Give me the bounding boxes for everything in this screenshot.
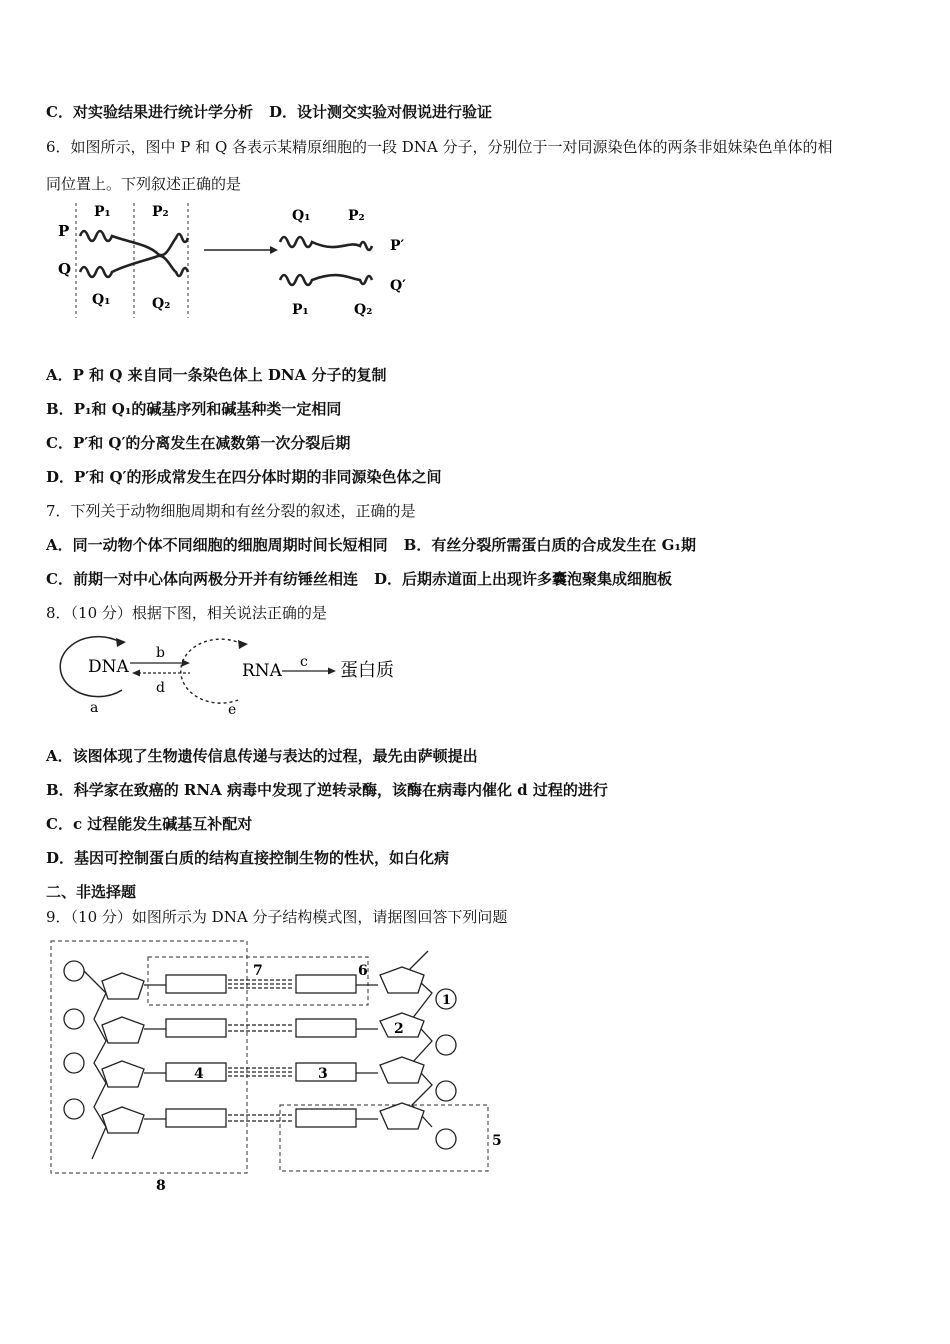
q6-label-q2: Q₂ (152, 296, 171, 312)
q6-option-d-text: P′和 Q′的形成常发生在四分体时期的非同源染色体之间 (74, 468, 442, 486)
q9-hydrogen-bonds (228, 980, 294, 1121)
q8-arrow-d-head (132, 670, 140, 677)
q9-left-phosphate-1 (64, 961, 84, 981)
q8-option-d-label: D． (46, 849, 75, 867)
q5-options-cd (46, 102, 492, 122)
section2-title: 二、非选择题 (46, 883, 137, 901)
q9-right-sugar-3 (380, 1057, 424, 1083)
q9-right-base-2 (296, 1019, 356, 1037)
q6-label-q: Q (58, 260, 72, 278)
q6-label-p: P (58, 222, 70, 240)
q8-option-d-text: 基因可控制蛋白质的结构直接控制生物的性状，如白化病 (74, 849, 450, 867)
q7-option-c-text: 前期一对中心体向两极分开并有纺锤丝相连 (72, 570, 358, 588)
q9-left-base-1 (166, 975, 226, 993)
q8-label-e: e (228, 702, 237, 718)
q6-option-a-label: A． (46, 366, 73, 384)
q8-option-d (46, 848, 449, 868)
q6-option-d (46, 467, 442, 487)
q9-left-sugar-1 (102, 973, 144, 999)
q6-right-label-q2: Q₂ (354, 302, 373, 318)
q6-right-label-pprime: P′ (390, 238, 405, 254)
q9-label-6: 6 (358, 963, 368, 979)
q6-label-p2: P₂ (152, 204, 169, 220)
q9-left-phosphate-4 (64, 1099, 84, 1119)
q9-right-phosphate-3 (436, 1081, 456, 1101)
q9-label-7: 7 (253, 963, 263, 979)
q7-option-d-label: D． (373, 570, 402, 588)
q6-option-b-label: B． (46, 400, 74, 418)
q6-right-label-p2: P₂ (348, 208, 365, 224)
q9-label-2: 2 (394, 1021, 404, 1037)
q7-options-cd (46, 569, 672, 589)
q8-loop-a-head (116, 638, 126, 647)
q8-loop-e (181, 639, 242, 703)
q5-option-d-label: D． (268, 103, 297, 121)
q7-option-d-text: 后期赤道面上出现许多囊泡聚集成细胞板 (401, 570, 672, 588)
q8-label-rna: RNA (242, 661, 282, 681)
q6-stem-line2: 同位置上。下列叙述正确的是 (46, 175, 242, 193)
q6-right-upper-strand (280, 237, 372, 250)
q8-option-c (46, 814, 252, 834)
q6-crossover-figure (48, 198, 428, 326)
q9-label-8: 8 (156, 1178, 166, 1194)
q8-option-b-label: B． (46, 781, 74, 799)
q8-central-dogma-figure (48, 630, 408, 720)
q6-right-label-p1: P₁ (292, 302, 309, 318)
q6-label-p1: P₁ (94, 204, 111, 220)
q8-option-a (46, 746, 478, 766)
q7-option-b-text: 有丝分裂所需蛋白质的合成发生在 G₁期 (431, 536, 696, 554)
q8-label-dna: DNA (88, 657, 129, 677)
q9-dna-structure-figure (48, 937, 508, 1197)
q9-left-sugar-3 (102, 1061, 144, 1087)
q6-option-b (46, 399, 341, 419)
q6-option-c-text: P′和 Q′的分离发生在减数第一次分裂后期 (72, 434, 351, 452)
q9-label-5: 5 (492, 1133, 502, 1149)
q9-right-base-1 (296, 975, 356, 993)
q9-left-sugar-2 (102, 1017, 144, 1043)
q9-left-base-5 (166, 1109, 226, 1127)
q8-label-protein: 蛋白质 (340, 660, 394, 681)
q9-right-sugar-4 (380, 1103, 424, 1129)
q8-loop-e-head (238, 640, 248, 649)
q9-label-4: 4 (194, 1066, 204, 1082)
q6-option-a (46, 365, 386, 385)
q7-stem: 7．下列关于动物细胞周期和有丝分裂的叙述，正确的是 (46, 502, 416, 520)
q8-arrow-c-head (328, 668, 336, 675)
q8-label-d: d (156, 680, 165, 696)
q7-option-a-label: A． (46, 536, 73, 554)
q9-left-base-2 (166, 1019, 226, 1037)
q6-arrow-head (270, 246, 278, 254)
q6-option-c-label: C． (46, 434, 73, 452)
q7-option-c-label: C． (46, 570, 73, 588)
q9-label-3: 3 (318, 1066, 328, 1082)
q9-stem: 9．（10 分）如图所示为 DNA 分子结构模式图，请据图回答下列问题 (46, 908, 508, 926)
q6-right-label-q1: Q₁ (292, 208, 311, 224)
q5-option-c-text: 对实验结果进行统计学分析 (72, 103, 253, 121)
q8-option-c-label: C． (46, 815, 73, 833)
q7-options-ab (46, 535, 696, 555)
q9-left-sugar-4 (102, 1107, 144, 1133)
q6-option-b-text: P₁和 Q₁的碱基序列和碱基种类一定相同 (73, 400, 342, 418)
q9-right-sugar-1 (380, 967, 424, 993)
q6-stem-line1: 6．如图所示，图中 P 和 Q 各表示某精原细胞的一段 DNA 分子，分别位于一对同源染色体的两条非姐妹染色单体的相 (46, 138, 833, 156)
q8-option-a-label: A． (46, 747, 73, 765)
q8-label-a: a (90, 700, 99, 716)
q7-option-b-label: B． (403, 536, 432, 554)
q8-option-b (46, 780, 608, 800)
q9-left-backbone (84, 971, 106, 1159)
q6-option-d-label: D． (46, 468, 75, 486)
q8-label-b: b (156, 645, 165, 661)
q8-label-c: c (300, 654, 308, 670)
q8-stem: 8．（10 分）根据下图，相关说法正确的是 (46, 604, 327, 622)
q6-right-label-qprime: Q′ (390, 278, 406, 294)
q9-left-phosphate-2 (64, 1009, 84, 1029)
q8-option-a-text: 该图体现了生物遗传信息传递与表达的过程，最先由萨顿提出 (72, 747, 478, 765)
q9-right-phosphate-4 (436, 1129, 456, 1149)
q9-right-phosphate-2 (436, 1035, 456, 1055)
q9-left-phosphate-3 (64, 1053, 84, 1073)
q6-option-a-text: P 和 Q 来自同一条染色体上 DNA 分子的复制 (72, 366, 387, 384)
q9-label-1: 1 (442, 993, 452, 1008)
q5-option-c-label: C． (46, 103, 73, 121)
q7-option-a-text: 同一动物个体不同细胞的细胞周期时间长短相同 (72, 536, 388, 554)
q6-right-lower-strand (280, 275, 372, 285)
q6-label-q1: Q₁ (92, 292, 111, 308)
q8-option-c-text: c 过程能发生碱基互补配对 (72, 815, 253, 833)
q5-option-d-text: 设计测交实验对假说进行验证 (296, 103, 492, 121)
q6-option-c (46, 433, 350, 453)
q9-right-base-4 (296, 1109, 356, 1127)
q8-option-b-text: 科学家在致癌的 RNA 病毒中发现了逆转录酶，该酶在病毒内催化 d 过程的进行 (73, 781, 608, 799)
